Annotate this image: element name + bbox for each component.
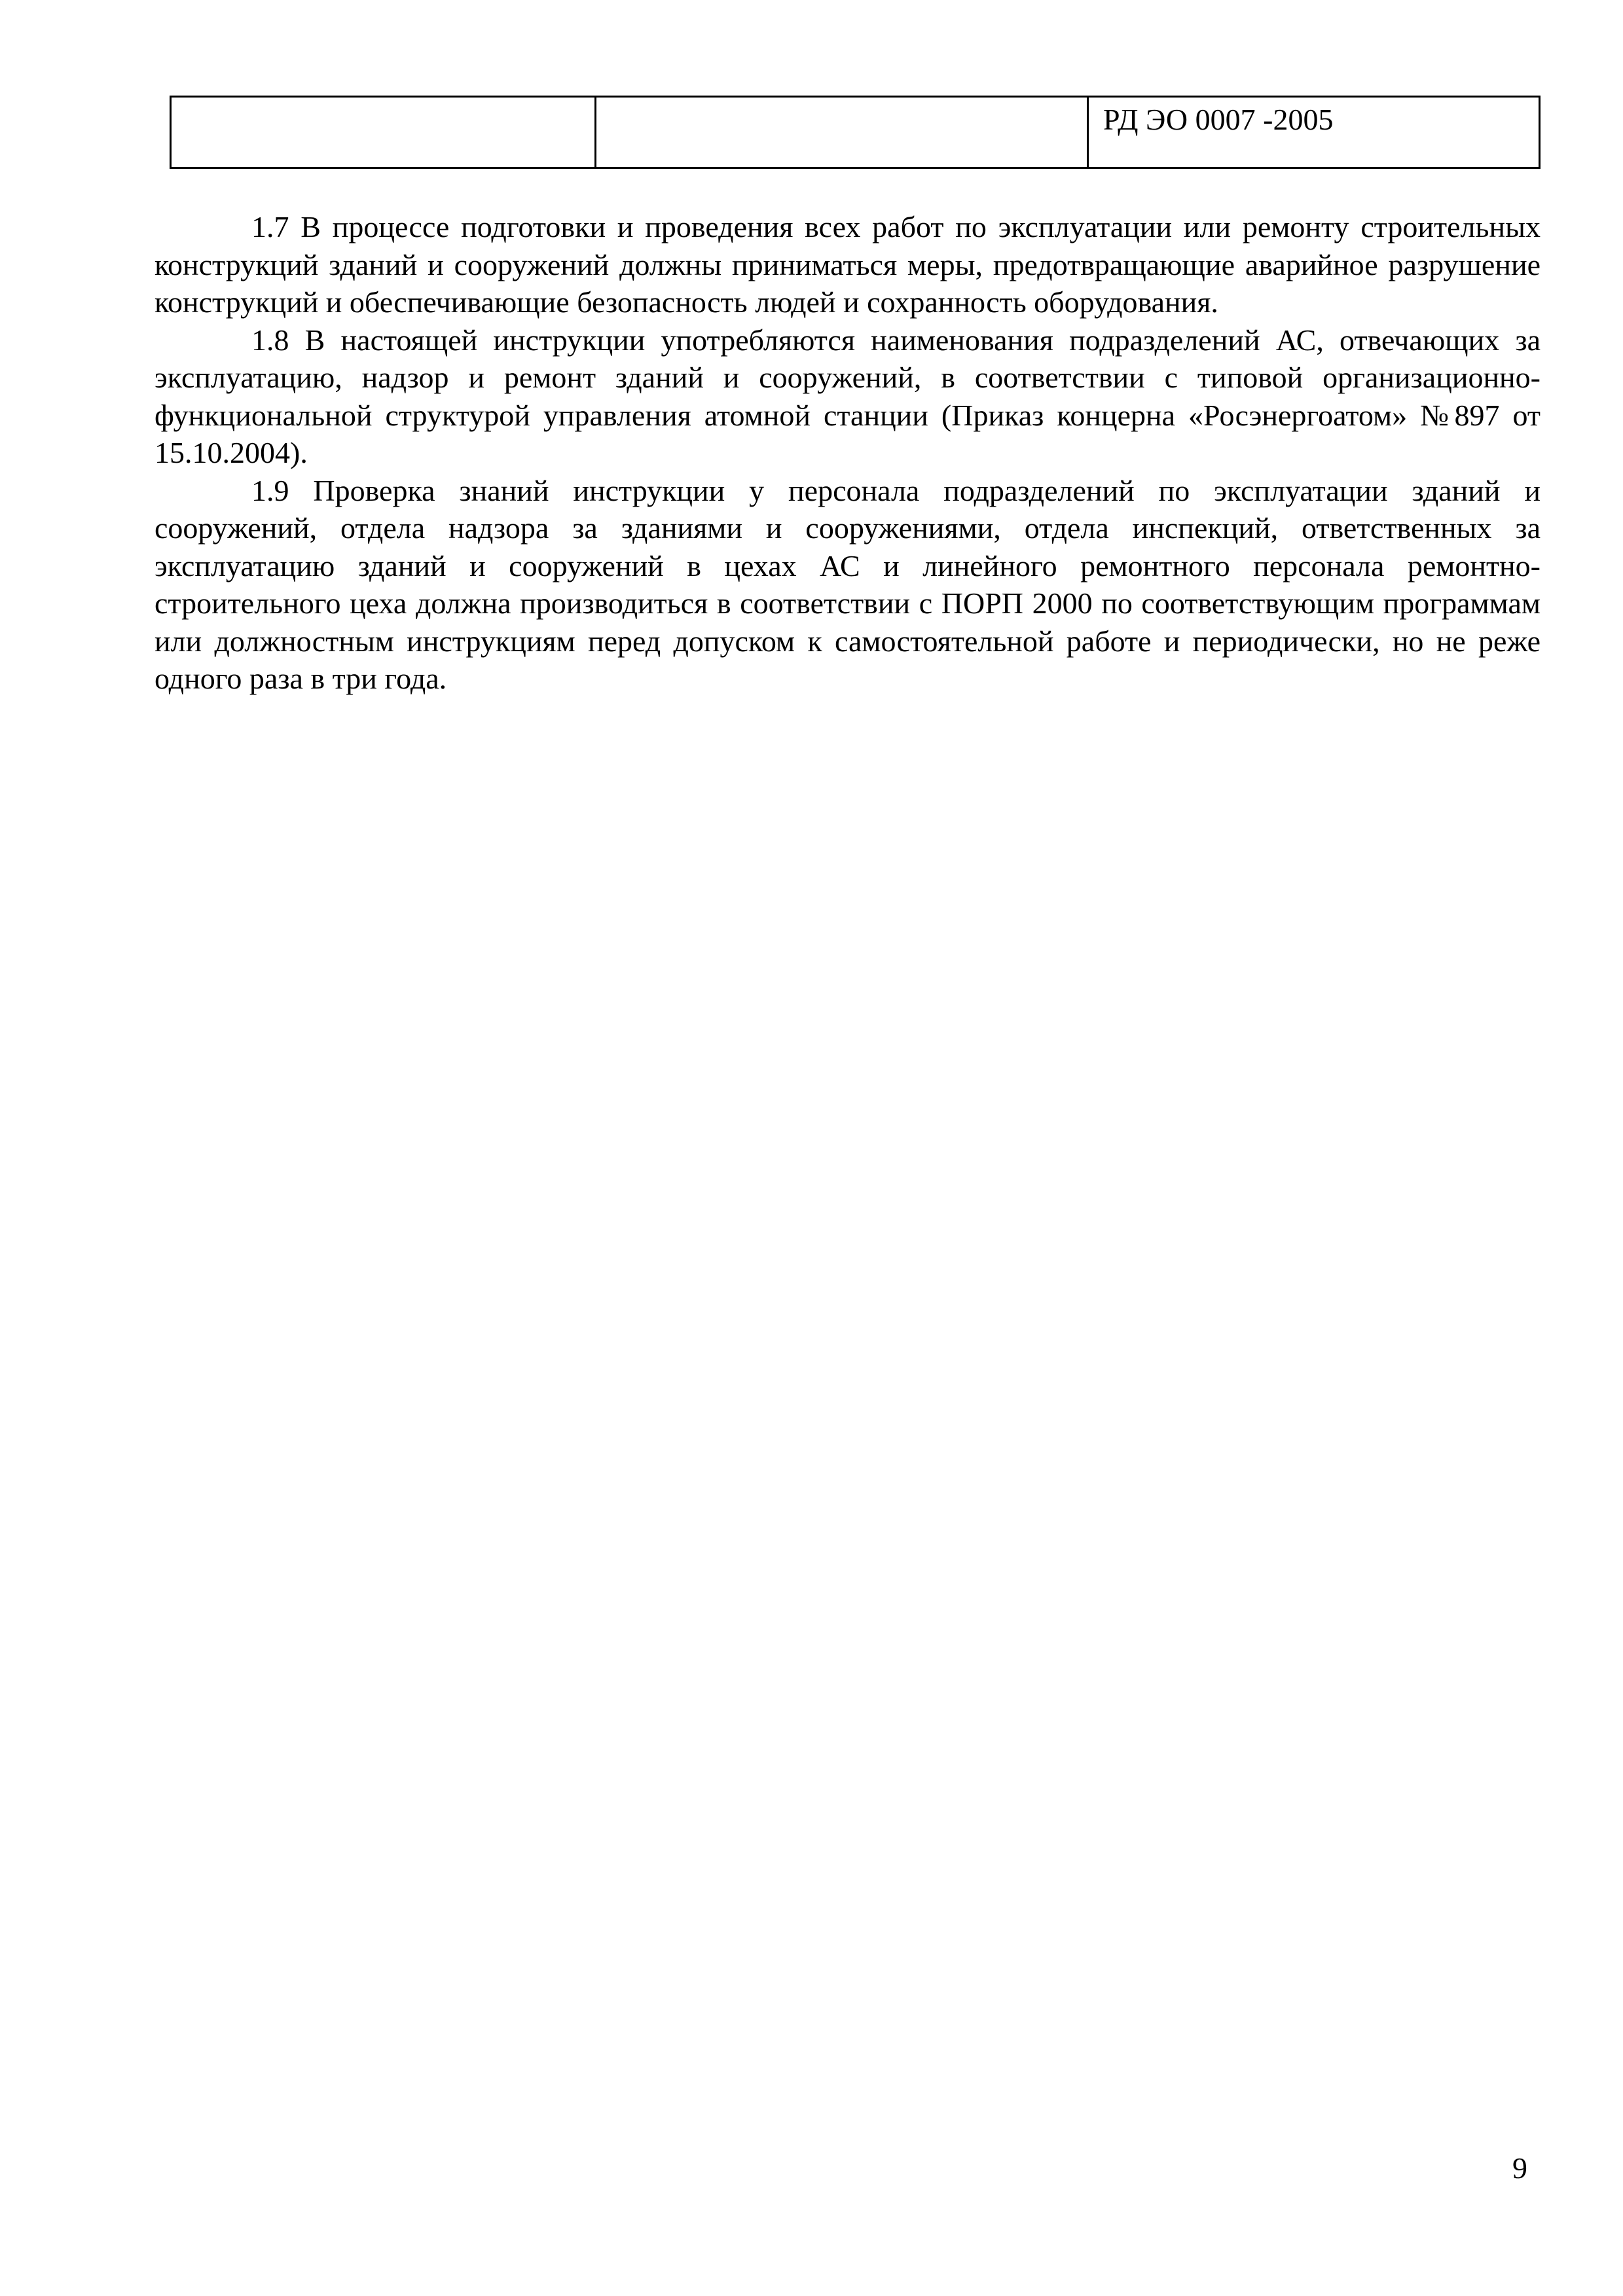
page-number: 9 (1512, 2151, 1527, 2185)
header-cell-middle (596, 97, 1088, 168)
paragraph-1-7: 1.7 В процессе подготовки и проведения всех работ по эксплуатации или ремонту строительных конструкций зданий и сооружений должны приниматься меры, предотвращающие аварийное разрушение конструкций и обеспечивающие безопасность людей и сохранность оборудования. (155, 210, 1541, 319)
document-body (155, 208, 1541, 698)
paragraph-1-9: 1.9 Проверка знаний инструкции у персонала подразделений по эксплуатации зданий и сооружений, отдела надзора за зданиями и сооружениями, отдела инспекций, ответственных за эксплуатацию зданий и сооружений в цехах АС и линейного ремонтного персонала ремонтно-строительного цеха должна производиться в соответствии с ПОРП 2000 по соответствующим программам или должностным инструкциям перед допуском к самостоятельной работе и периодически, но не реже одного раза в три года. (155, 473, 1541, 695)
header-cell-left (171, 97, 596, 168)
document-header-table (170, 96, 1541, 169)
document-code: РД ЭО 0007 -2005 (1088, 97, 1540, 168)
header-row (171, 97, 1540, 168)
paragraph-1-8: 1.8 В настоящей инструкции употребляются наименования подразделений АС, отвечающих за эксплуатацию, надзор и ремонт зданий и сооружений, в соответствии с типовой организационно-функциональной структурой управления атомной станции (Приказ концерна «Росэнергоатом» №897 от 15.10.2004). (155, 323, 1541, 469)
